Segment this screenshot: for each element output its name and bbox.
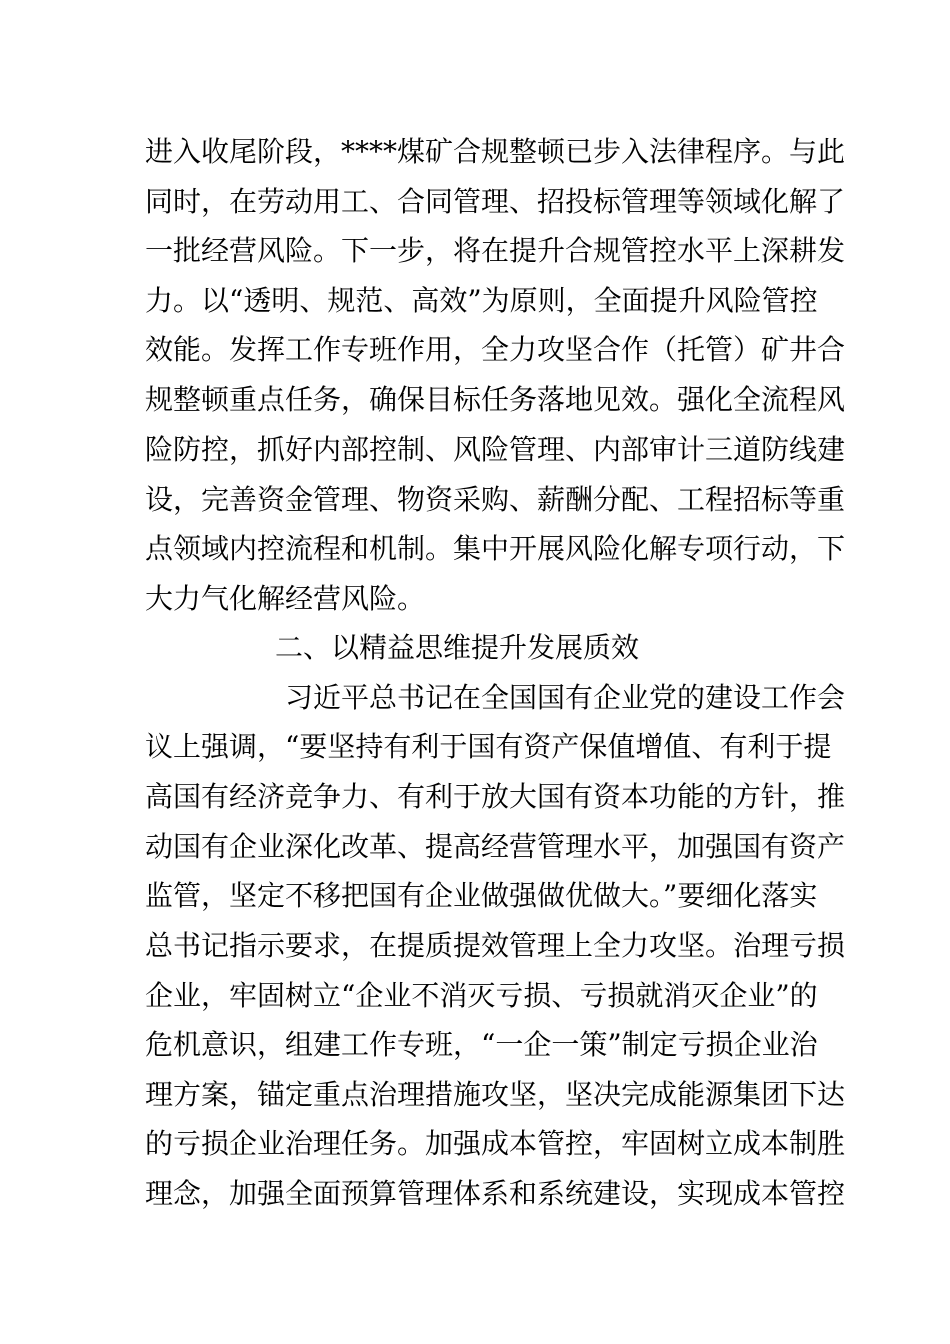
paragraph-1-line-10: 大力气化解经营风险。 [145,582,426,615]
paragraph-2-line-11: 理念，加强全面预算管理体系和系统建设，实现成本管控 [145,1177,846,1210]
paragraph-2-line-1: 习近平总书记在全国国有企业党的建设工作会 [285,681,846,714]
section-heading: 二、以精益思维提升发展质效 [275,631,640,664]
paragraph-1-line-2: 同时，在劳动用工、合同管理、招投标管理等领域化解了 [145,185,846,218]
paragraph-2-line-4: 动国有企业深化改革、提高经营管理水平，加强国有资产 [145,830,846,863]
paragraph-1-line-7: 险防控，抓好内部控制、风险管理、内部审计三道防线建 [145,433,846,466]
paragraph-2-line-3: 高国有经济竞争力、有利于放大国有资本功能的方针，推 [145,780,846,813]
paragraph-2-line-7: 企业，牢固树立“企业不消灭亏损、亏损就消灭企业”的 [145,979,818,1012]
paragraph-1-line-9: 点领域内控流程和机制。集中开展风险化解专项行动，下 [145,532,846,565]
paragraph-2-line-9: 理方案，锚定重点治理措施攻坚，坚决完成能源集团下达 [145,1078,846,1111]
paragraph-2-line-6: 总书记指示要求，在提质提效管理上全力攻坚。治理亏损 [145,929,846,962]
paragraph-2-line-2: 议上强调，“要坚持有利于国有资产保值增值、有利于提 [145,730,832,763]
paragraph-2-line-5: 监管，坚定不移把国有企业做强做优做大。”要细化落实 [145,879,818,912]
paragraph-2-line-10: 的亏损企业治理任务。加强成本管控，牢固树立成本制胜 [145,1127,846,1160]
paragraph-1-line-8: 设，完善资金管理、物资采购、薪酬分配、工程招标等重 [145,483,846,516]
paragraph-1-line-6: 规整顿重点任务，确保目标任务落地见效。强化全流程风 [145,383,846,416]
paragraph-2-line-8: 危机意识，组建工作专班，“一企一策”制定亏损企业治 [145,1028,818,1061]
paragraph-1-line-3: 一批经营风险。下一步，将在提升合规管控水平上深耕发 [145,234,846,267]
paragraph-1-line-4: 力。以“透明、规范、高效”为原则，全面提升风险管控 [145,284,818,317]
paragraph-1-line-1: 进入收尾阶段，****煤矿合规整顿已步入法律程序。与此 [145,135,846,168]
paragraph-1-line-5: 效能。发挥工作专班作用，全力攻坚合作（托管）矿井合 [145,333,846,366]
